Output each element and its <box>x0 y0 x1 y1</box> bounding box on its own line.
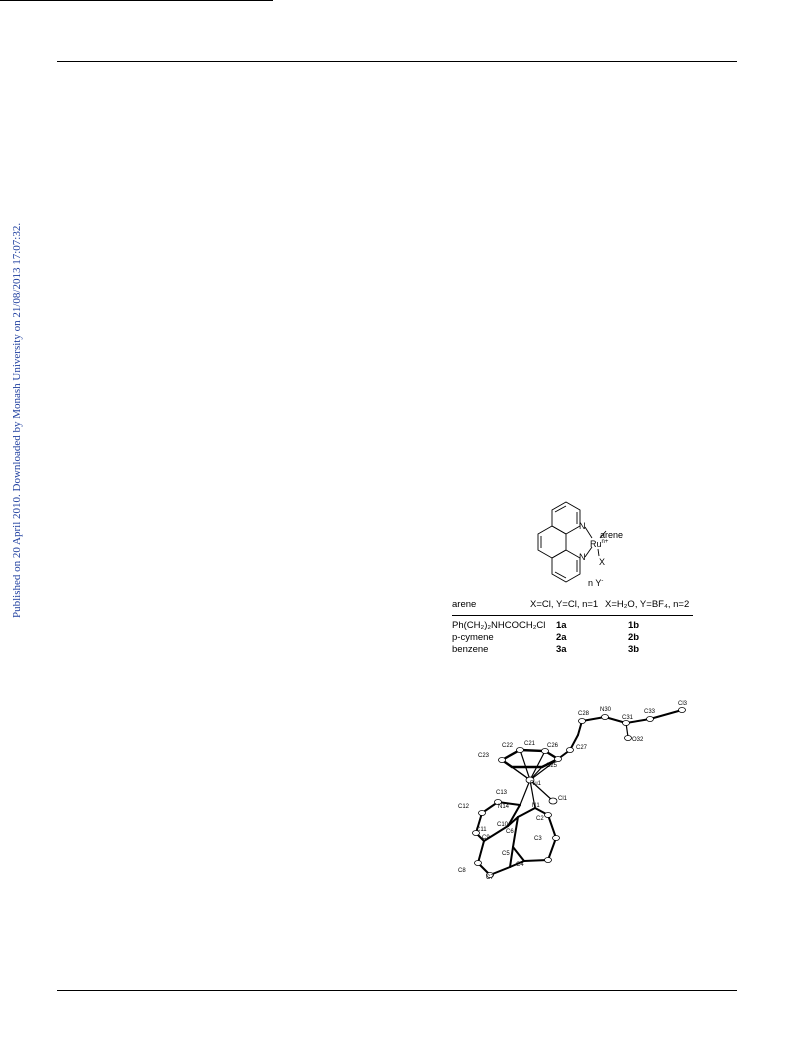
atom-label: C33 <box>644 709 656 715</box>
compound-cell: 1a <box>556 620 567 631</box>
atom-label: C27 <box>576 745 588 751</box>
atom-label: C31 <box>622 715 634 721</box>
counterion-label: n Y- <box>588 578 604 588</box>
atom-label: C23 <box>478 753 490 759</box>
atom-label: C7 <box>486 875 494 881</box>
footnote-rule <box>0 0 273 1</box>
crystal-structure-figure <box>450 695 700 885</box>
atom-label: Cl3 <box>678 701 688 707</box>
atom-label: C5 <box>502 851 510 857</box>
atom-label: C11 <box>476 827 487 833</box>
atom-label: Ru1 <box>530 781 542 787</box>
atom-label: Cl1 <box>558 796 568 802</box>
phenanthroline-structure <box>452 500 697 600</box>
arene-cell: Ph(CH₂)₂NHCOCH₂Cl <box>452 620 546 631</box>
arene-cell: benzene <box>452 644 489 655</box>
compound-cell: 3a <box>556 644 567 655</box>
atom-label: C8 <box>458 868 466 874</box>
compound-cell: 2b <box>628 632 640 643</box>
table-row <box>452 620 697 631</box>
nitrogen-label: N <box>579 552 586 562</box>
table-rule <box>452 615 693 616</box>
arene-ligand-label: arene <box>600 530 624 540</box>
compound-cell: 1b <box>628 620 640 631</box>
column-header: X=Cl, Y=Cl, n=1 <box>530 599 599 610</box>
atom-label: C4 <box>516 862 524 868</box>
atom-label: O32 <box>632 737 644 743</box>
atom-label: C9 <box>482 835 490 841</box>
atom-label: C2 <box>536 816 544 822</box>
table-row <box>452 632 697 643</box>
atom-label: C10 <box>497 822 509 828</box>
ruthenium-label: $Ru^{n+}$ <box>590 539 609 549</box>
atom-label: N14 <box>498 804 510 810</box>
atom-label: C12 <box>458 804 470 810</box>
atom-label: C6 <box>506 829 514 835</box>
atom-label: C22 <box>502 743 514 749</box>
column-header: X=H₂O, Y=BF₄, n=2 <box>605 599 690 610</box>
atom-label: C25 <box>546 763 558 769</box>
footer-rule <box>57 990 737 991</box>
atom-label: C28 <box>578 711 590 717</box>
atom-label: C21 <box>524 741 536 747</box>
compound-cell: 2a <box>556 632 567 643</box>
nitrogen-label: N <box>579 521 586 531</box>
compound-cell: 3b <box>628 644 640 655</box>
atom-label: C3 <box>534 836 542 842</box>
header-rule <box>57 61 737 62</box>
download-watermark[interactable]: Published on 20 April 2010. Downloaded by Monash University on 21/08/2013 17:07:32. <box>11 222 23 618</box>
atom-label: N1 <box>532 803 540 809</box>
column-header: arene <box>452 599 477 610</box>
atom-label: C13 <box>496 790 508 796</box>
x-ligand-label: X <box>599 557 606 567</box>
arene-cell: p-cymene <box>452 632 494 643</box>
atom-label: N30 <box>600 707 612 713</box>
atom-label: C26 <box>547 743 559 749</box>
table-row <box>452 644 697 655</box>
